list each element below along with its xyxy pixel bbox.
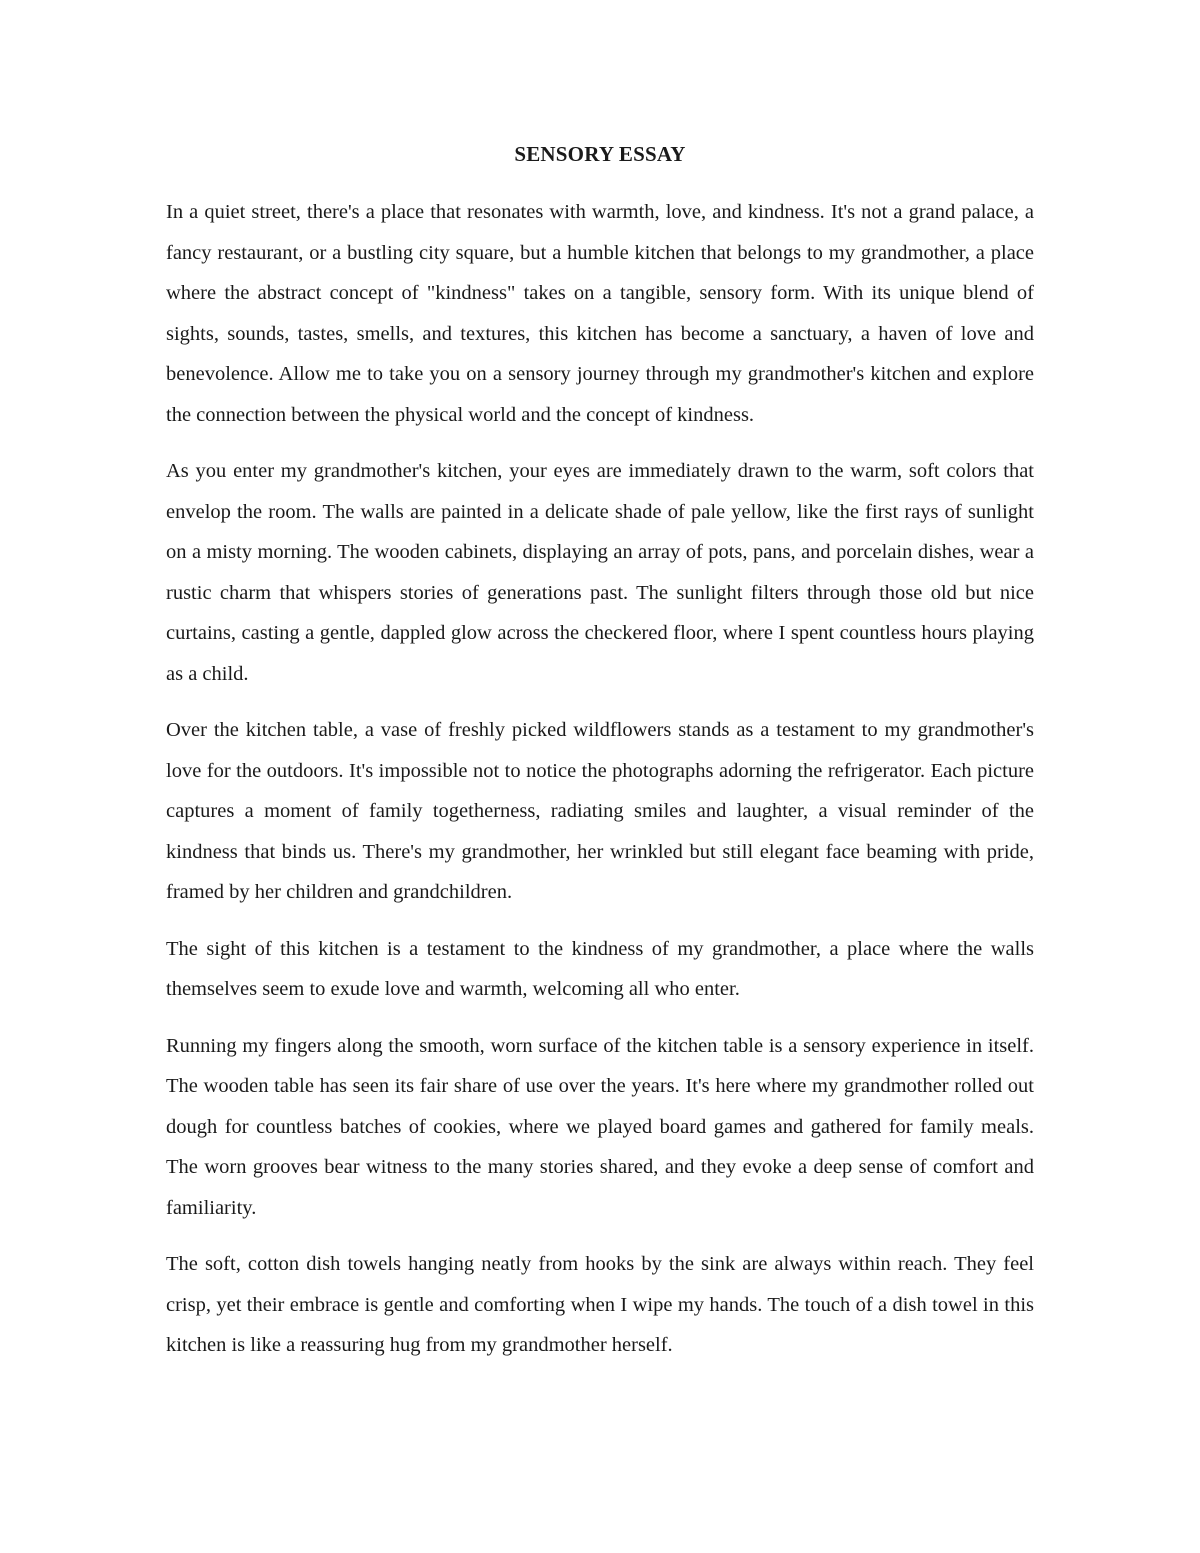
essay-title: SENSORY ESSAY bbox=[514, 142, 686, 166]
paragraph-6: The soft, cotton dish towels hanging neatly from hooks by the sink are always within reach. They feel crisp, yet their embrace is gentle and comforting when I wipe my hands. The touch of a dish towel in this kitchen is like a reassuring hug from my grandmother herself. bbox=[166, 1253, 1034, 1356]
paragraph-3: Over the kitchen table, a vase of freshly picked wildflowers stands as a testament to my grandmother's love for the outdoors. It's impossible not to notice the photographs adorning the refrigerator. Each picture captures a moment of family togetherness, radiating smiles and laughter, a visual reminder of the kindness that binds us. There's my grandmother, her wrinkled but still elegant face beaming with pride, framed by her children and grandchildren. bbox=[166, 719, 1034, 903]
paragraph-5: Running my fingers along the smooth, worn surface of the kitchen table is a sensory experience in itself. The wooden table has seen its fair share of use over the years. It's here where my grandmother rolled out dough for countless batches of cookies, where we played board games and gathered for family meals. The worn grooves bear witness to the many stories shared, and they evoke a deep sense of comfort and familiarity. bbox=[166, 1034, 1034, 1219]
essay-body bbox=[166, 192, 1034, 1382]
paragraph-1: In a quiet street, there's a place that resonates with warmth, love, and kindness. It's not a grand palace, a fancy restaurant, or a bustling city square, but a humble kitchen that belongs to my grandmother, a place where the abstract concept of "kindness" takes on a tangible, sensory form. With its unique blend of sights, sounds, tastes, smells, and textures, this kitchen has become a sanctuary, a haven of love and benevolence. Allow me to take you on a sensory journey through my grandmother's kitchen and explore the connection between the physical world and the concept of kindness. bbox=[166, 201, 1034, 426]
paragraph-2: As you enter my grandmother's kitchen, your eyes are immediately drawn to the warm, soft colors that envelop the room. The walls are painted in a delicate shade of pale yellow, like the first rays of sunlight on a misty morning. The wooden cabinets, displaying an array of pots, pans, and porcelain dishes, wear a rustic charm that whispers stories of generations past. The sunlight filters through those old but nice curtains, casting a gentle, dappled glow across the checkered floor, where I spent countless hours playing as a child. bbox=[166, 460, 1034, 685]
paragraph-4: The sight of this kitchen is a testament to the kindness of my grandmother, a place where the walls themselves seem to exude love and warmth, welcoming all who enter. bbox=[166, 937, 1034, 1000]
